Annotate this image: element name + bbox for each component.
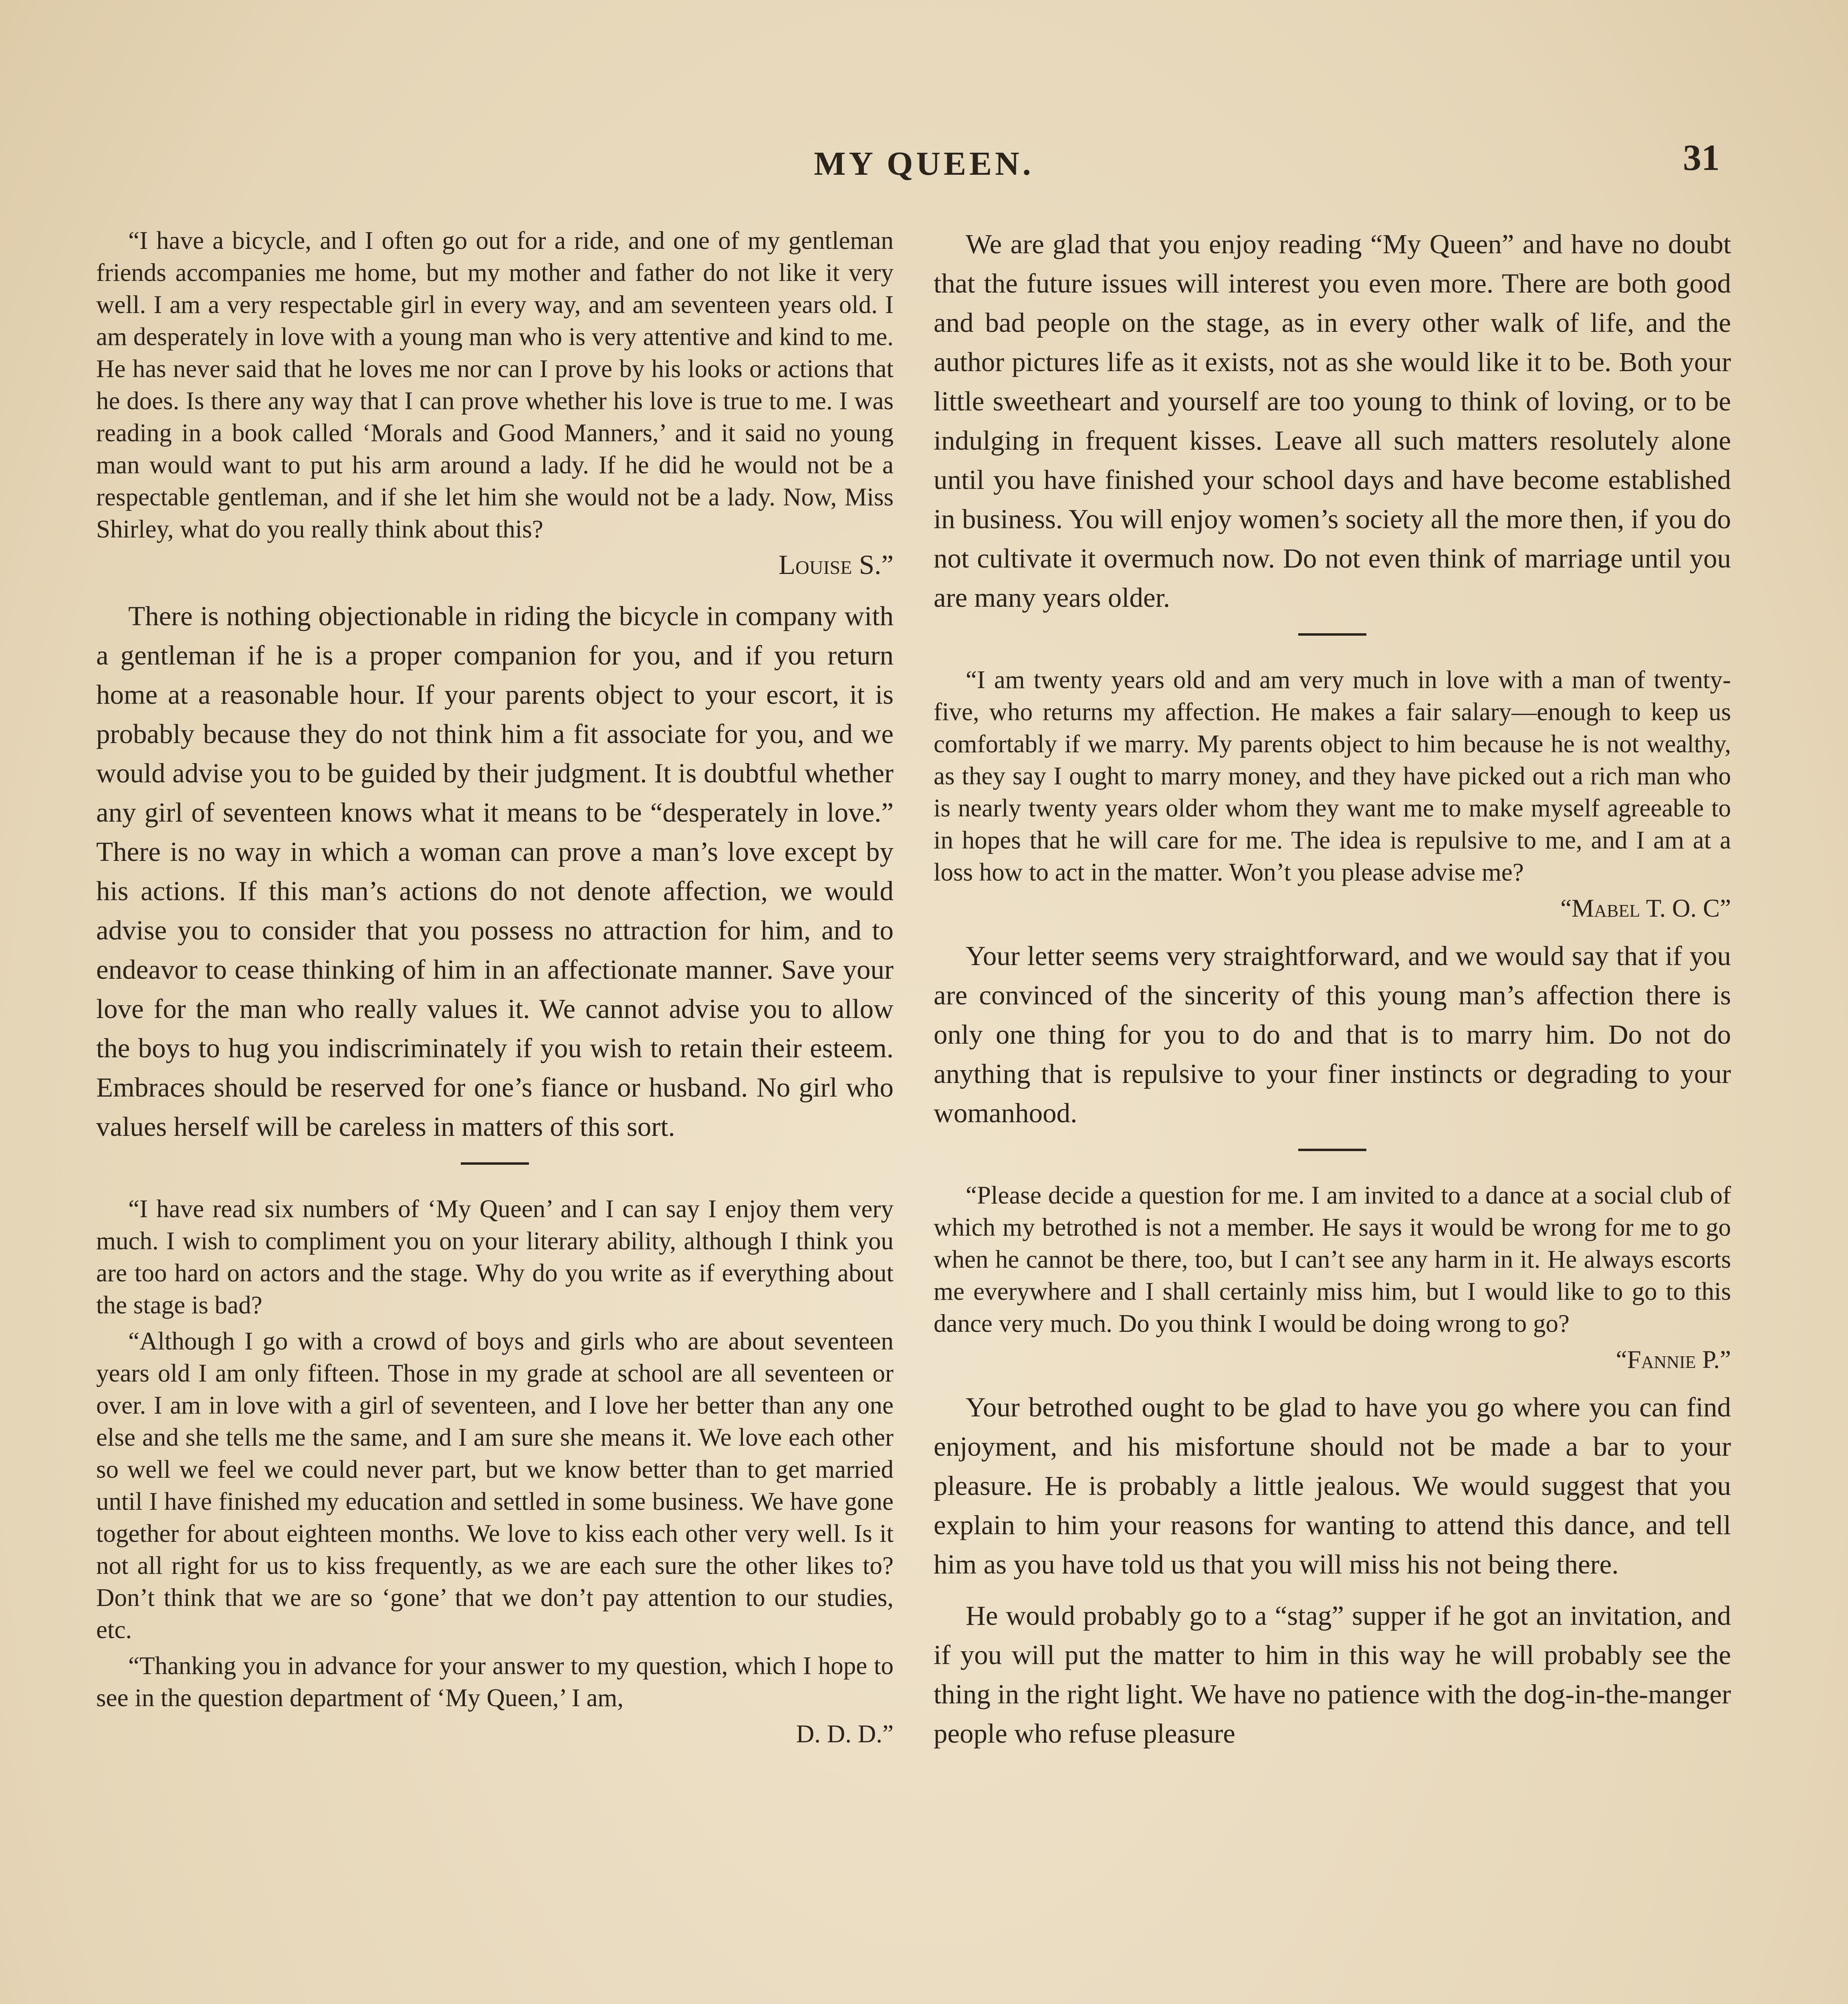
letter-ddd-part2: “Although I go with a crowd of boys and girls who are about seventeen years old I am only fifteen. Those in my grade at school are all seventeen or over. I am in love with a girl of seventeen, and I love her better than any one else and she tells me the same, and I am sure she means it. We love each other so well we feel we could never part, but we know better than to get married until I have finished my education and settled in some business. We have gone together for about eighteen months. We love to kiss each other very well. Is it not all right for us to kiss frequently, as we are each sure the other likes to? Don’t think that we are so ‘gone’ that we don’t pay attention to our studies, etc. — [96, 1327, 894, 1644]
letter-mabel: “I am twenty years old and am very much in love with a man of twenty-five, who returns my affection. He makes a fair salary—enough to keep us comfortably if we marry. My parents object to him because he is not wealthy, as they say I ought to marry money, and they have picked out a rich man who is nearly twenty years older whom they want me to make myself agreeable to in hopes that he will care for me. The idea is repulsive to me, and I am at a loss how to act in the matter. Won’t you please advise me? — [934, 666, 1731, 886]
letter-fannie: “Please decide a question for me. I am invited to a dance at a social club of which my betrothed is not a member. He says it would be wrong for me to go when he cannot be there, too, but I can’t see any harm in it. He always escorts me everywhere and I shall certainly miss him, but I would like to go to this dance very much. Do you think I would be doing wrong to go? — [934, 1181, 1731, 1337]
reply-ddd: We are glad that you enjoy reading “My Queen” and have no doubt that the future issues will interest you even more. There are both good and bad people on the stage, as in every other walk of life, and the author pictures life as it exists, not as she would like it to be. Both your little sweetheart and yourself are too young to think of loving, or to be indulging in frequent kisses. Leave all such matters resolutely alone until you have finished your school days and have become established in business. You will enjoy women’s society all the more then, if you do not cultivate it overmuch now. Do not even think of marriage until you are many years older. — [934, 229, 1731, 613]
signature-mabel: “Mabel T. O. C” — [1560, 894, 1731, 922]
reply-fannie-part1: Your betrothed ought to be glad to have you go where you can find enjoyment, and his misfortune should not be made a bar to your pleasure. He is probably a little jealous. We would suggest that you explain to him your reasons for wanting to attend this dance, and tell him as you have told us that you will miss his not being there. — [934, 1392, 1731, 1580]
reply-mabel: Your letter seems very straightforward, and we would say that if you are convinced of the sincerity of this young man’s affection there is only one thing for you to do and that is to marry him. Do not do anything that is repulsive to your finer instincts or degrading to your womanhood. — [934, 941, 1731, 1128]
page-number: 31 — [1683, 137, 1720, 178]
letter-louise: “I have a bicycle, and I often go out for a ride, and one of my gentleman friends accompanies me home, but my mother and father do not like it very well. I am a very respectable girl in every way, and am seventeen years old. I am desperately in love with a young man who is very attentive and kind to me. He has never said that he loves me nor can I prove by his looks or actions that he does. Is there any way that I can prove whether his love is true to me. I was reading in a book called ‘Morals and Good Manners,’ and it said no young man would want to put his arm around a lady. If he did he would not be a respectable gentleman, and if she let him she would not be a lady. Now, Miss Shirley, what do you really think about this? — [96, 226, 894, 543]
right-column — [934, 224, 1731, 1765]
signature-louise: Louise S.” — [779, 549, 894, 580]
section-divider — [1298, 633, 1366, 636]
section-divider — [461, 1162, 529, 1165]
section-divider — [1298, 1149, 1366, 1151]
reply-fannie-part2: He would probably go to a “stag” supper if he got an invitation, and if you will put the matter to him in this way he will probably see the thing in the right light. We have no patience with the dog-in-the-manger people who refuse pleasure — [934, 1600, 1731, 1749]
letter-ddd-part3: “Thanking you in advance for your answer to my question, which I hope to see in the question department of ‘My Queen,’ I am, — [96, 1652, 894, 1712]
left-column — [96, 224, 894, 1762]
letter-ddd-part1: “I have read six numbers of ‘My Queen’ and I can say I enjoy them very much. I wish to compliment you on your literary ability, although I think you are too hard on actors and the stage. Why do you write as if everything about the stage is bad? — [96, 1195, 894, 1319]
signature-ddd: D. D. D.” — [796, 1720, 894, 1748]
reply-louise: There is nothing objectionable in riding the bicycle in company with a gentleman if he is a proper companion for you, and if you return home at a reasonable hour. If your parents object to your escort, it is probably because they do not think him a fit associate for you, and we would advise you to be guided by their judgment. It is doubtful whether any girl of seventeen knows what it means to be “desperately in love.” There is no way in which a woman can prove a man’s love except by his actions. If this man’s actions do not denote affection, we would advise you to consider that you possess no attraction for him, and to endeavor to cease thinking of him in an affectionate manner. Save your love for the man who really values it. We cannot advise you to allow the boys to hug you indiscriminately if you wish to retain their esteem. Embraces should be reserved for one’s fiance or husband. No girl who values herself will be careless in matters of this sort. — [96, 601, 894, 1142]
signature-fannie: “Fannie P.” — [1616, 1345, 1731, 1374]
page-title: MY QUEEN. — [814, 145, 1034, 182]
